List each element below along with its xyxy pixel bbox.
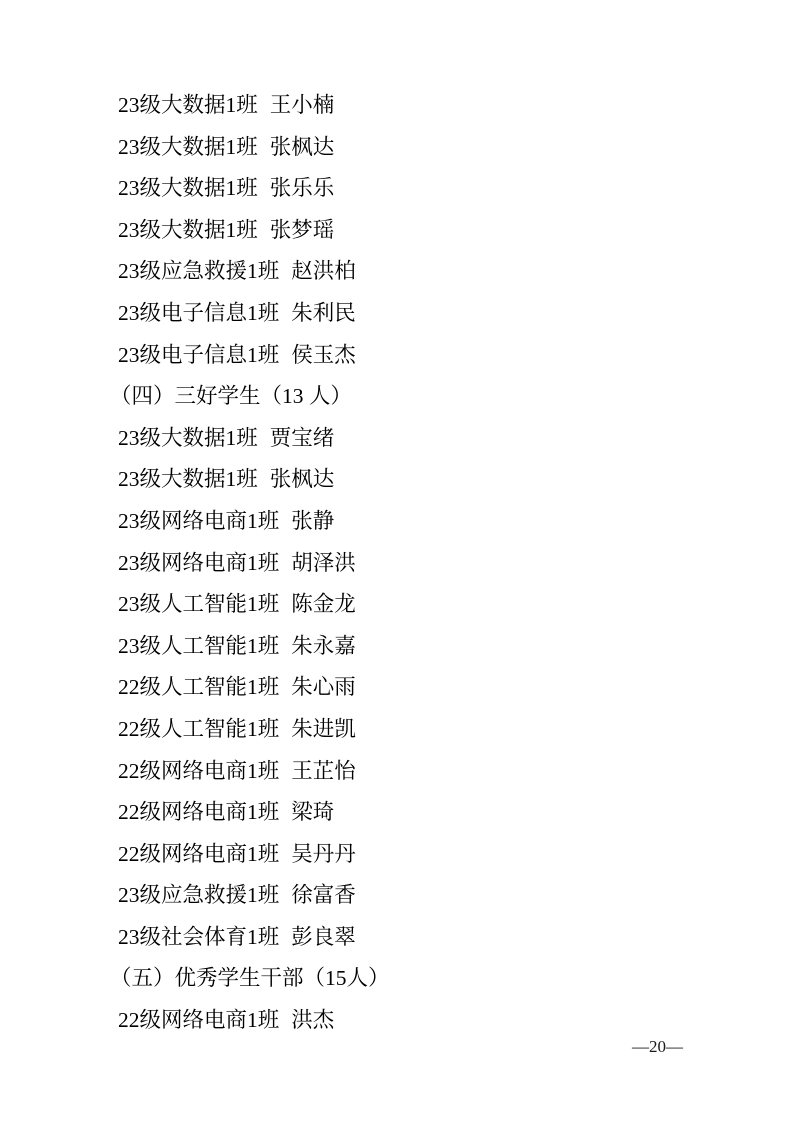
award-entry (118, 501, 753, 543)
award-entry (118, 667, 753, 709)
student-name: 王小楠 (269, 93, 335, 117)
student-name: 张枫达 (269, 467, 335, 492)
award-entry (118, 875, 753, 917)
award-entry (118, 834, 753, 876)
student-name: 徐富香 (291, 883, 356, 908)
student-name: 张乐乐 (269, 176, 335, 201)
award-list (110, 85, 753, 1042)
class-label: 23级网络电商1班 (118, 508, 280, 533)
class-label: 23级电子信息1班 (118, 342, 280, 367)
award-entry (118, 85, 753, 127)
student-name: 吴丹丹 (291, 841, 356, 866)
student-name: 朱永嘉 (291, 633, 356, 658)
class-label: 23级人工智能1班 (118, 592, 280, 617)
award-entry (118, 1000, 753, 1042)
student-name: 张梦瑶 (269, 217, 335, 242)
award-entry (118, 251, 753, 293)
award-entry (118, 792, 753, 834)
class-label: 22级网络电商1班 (118, 758, 280, 783)
award-entry (118, 626, 753, 668)
class-label: 23级应急救援1班 (118, 259, 280, 284)
award-entry (118, 418, 753, 460)
class-label: 23级大数据1班 (118, 467, 258, 492)
award-entry (118, 293, 753, 335)
page-number: —20— (632, 1037, 683, 1056)
student-name: 洪杰 (291, 1008, 335, 1033)
award-entry (118, 543, 753, 585)
award-entry (118, 459, 753, 501)
class-label: 23级应急救援1班 (118, 883, 280, 908)
award-entry (118, 751, 753, 793)
class-label: 22级人工智能1班 (118, 716, 280, 741)
class-label: 23级大数据1班 (118, 93, 258, 117)
student-name: 梁琦 (291, 800, 335, 825)
class-label: 22级人工智能1班 (118, 675, 280, 700)
class-label: 23级人工智能1班 (118, 633, 280, 658)
class-label: 22级网络电商1班 (118, 800, 280, 825)
student-name: 彭良翠 (291, 924, 356, 949)
award-entry (118, 210, 753, 252)
student-name: 贾宝绪 (269, 425, 335, 450)
student-name: 张静 (291, 508, 335, 533)
student-name: 王芷怡 (291, 758, 356, 783)
class-label: 22级网络电商1班 (118, 1008, 280, 1033)
class-label: 23级大数据1班 (118, 425, 258, 450)
award-entry (118, 168, 753, 210)
class-label: 23级网络电商1班 (118, 550, 280, 575)
student-name: 朱进凯 (291, 716, 356, 741)
class-label: 23级大数据1班 (118, 176, 258, 201)
student-name: 胡泽洪 (291, 550, 356, 575)
award-entry (118, 584, 753, 626)
award-entry (118, 917, 753, 959)
class-label: 22级网络电商1班 (118, 841, 280, 866)
section-heading: （四）三好学生（13 人） (110, 384, 352, 409)
class-label: 23级电子信息1班 (118, 300, 280, 325)
student-name: 赵洪柏 (291, 259, 356, 284)
student-name: 张枫达 (269, 134, 335, 159)
award-entry (118, 709, 753, 751)
student-name: 陈金龙 (291, 592, 356, 617)
class-label: 23级社会体育1班 (118, 924, 280, 949)
class-label: 23级大数据1班 (118, 217, 258, 242)
student-name: 朱利民 (291, 300, 356, 325)
student-name: 侯玉杰 (291, 342, 356, 367)
class-label: 23级大数据1班 (118, 134, 258, 159)
award-entry (118, 335, 753, 377)
section-heading: （五）优秀学生干部（15人） (110, 966, 390, 991)
student-name: 朱心雨 (291, 675, 356, 700)
award-entry (118, 127, 753, 169)
